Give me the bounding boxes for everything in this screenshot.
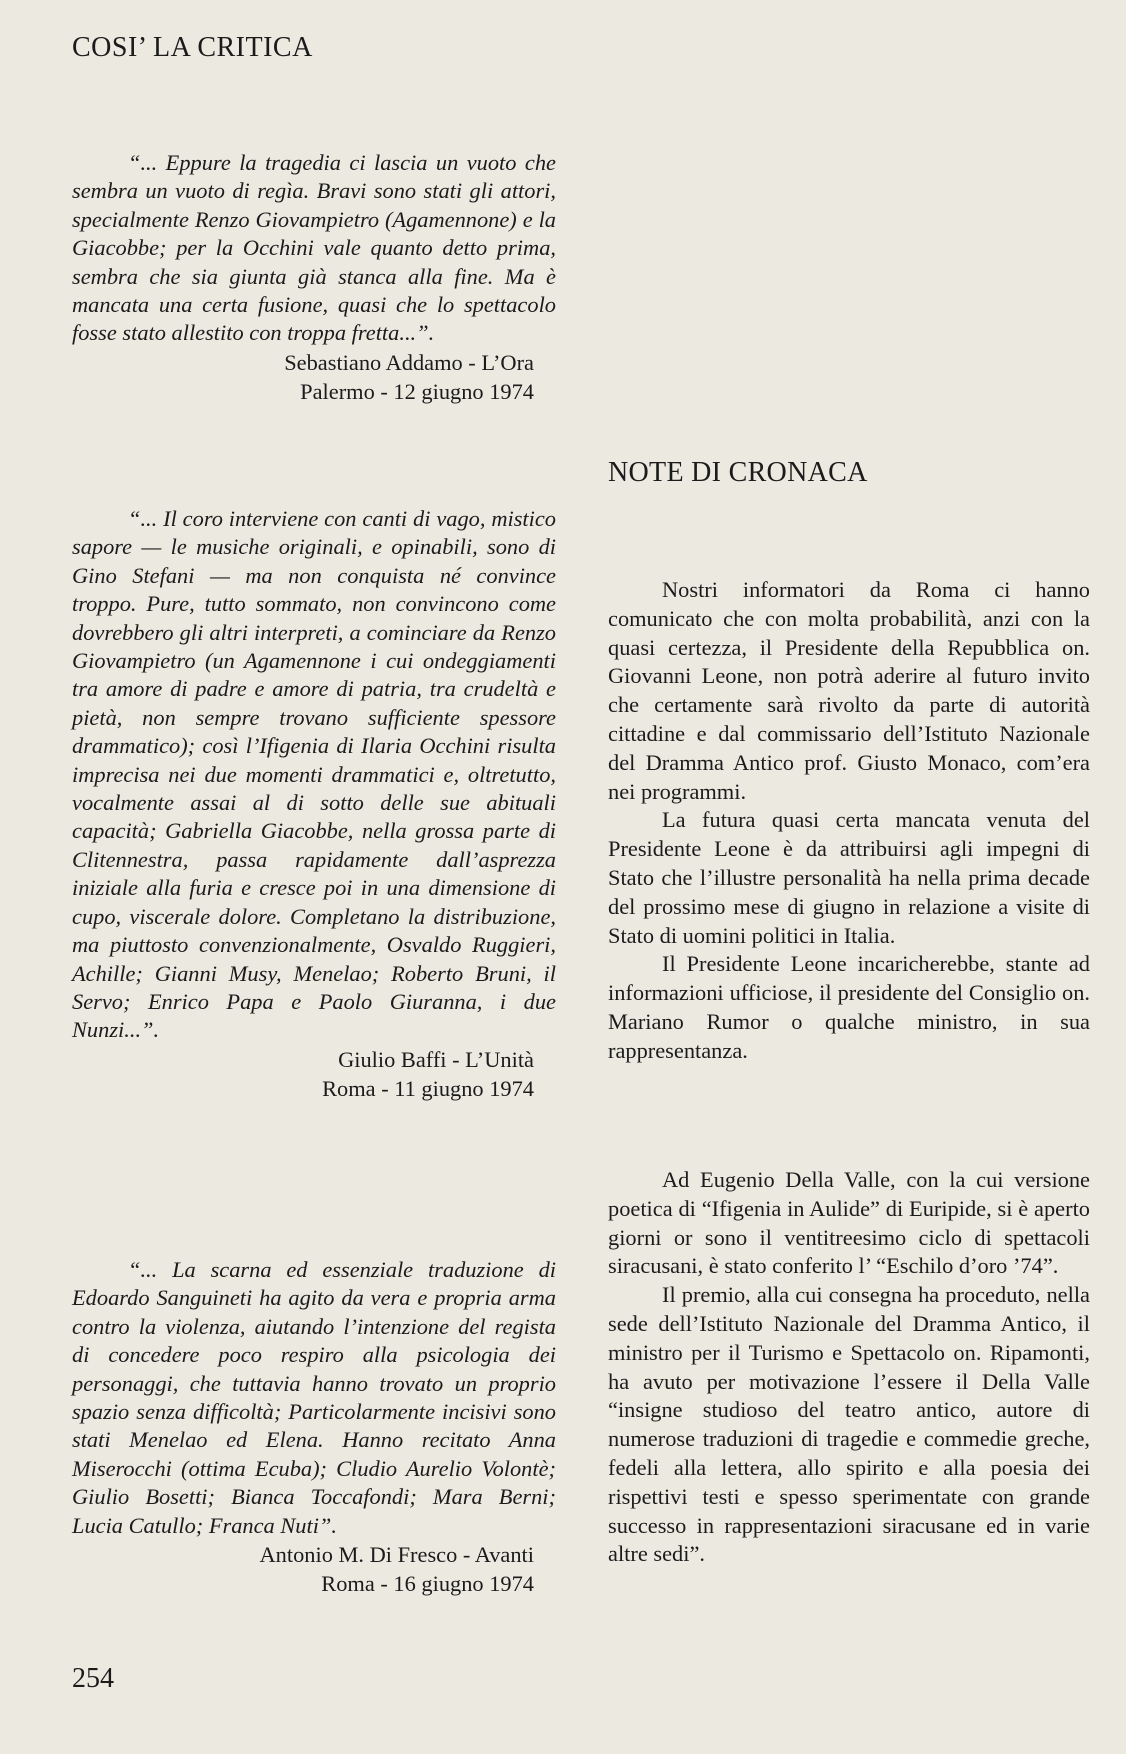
- news-block-award: [608, 1166, 1090, 1569]
- critic-quote-1: [72, 149, 556, 406]
- quote-author: Antonio M. Di Fresco - Avanti: [259, 1542, 534, 1568]
- news-paragraph: La futura quasi certa mancata venuta del Presidente Leone è da attribuirsi agli impegni di Stato che l’illustre personalità ha nella prima decade del prossimo mese di giugno in relazione a visite di Stato di uomini politici in Italia.: [608, 807, 1090, 948]
- quote-text: “... Il coro interviene con canti di vago, mistico sapore — le musiche originali, e opinabili, sono di Gino Stefani — ma non conquista né convince troppo. Pure, tutto sommato, non convincono come dovrebbero gli altri interpreti, a cominciare da Renzo Giovampietro (un Agamennone i cui ondeggiamenti tra amore di padre e amore di patria, tra crudeltà e pietà, non sempre trovano sufficiente spessore drammatico); così l’Ifigenia di Ilaria Occhini risulta imprecisa nei due momenti drammatici e, oltretutto, vocalmente assai al di sotto delle sue abituali capacità; Gabriella Giacobbe, nella grossa parte di Clitennestra, passa rapidamente dall’asprezza iniziale alla furia e cresce poi in una dimensione di cupo, viscerale dolore. Completano la distribuzione, ma piuttosto convenzionalmente, Osvaldo Ruggieri, Achille; Gianni Musy, Menelao; Roberto Bruni, il Servo; Enrico Papa e Paolo Giuranna, i due Nunzi...”.: [72, 506, 556, 1043]
- quote-author: Sebastiano Addamo - L’Ora: [284, 349, 534, 375]
- quote-attribution: [72, 1045, 556, 1103]
- news-paragraph: Nostri informatori da Roma ci hanno comunicato che con molta probabilità, anzi con la quasi certezza, il Presidente della Repubblica on. Giovanni Leone, non potrà aderire al futuro invito che certamente sarà rivolto da parte di autorità cittadine e dal commissario dell’Istituto Nazionale del Dramma Antico prof. Giusto Monaco, com’era nei programmi.: [608, 577, 1090, 804]
- news-block-leone: [608, 576, 1090, 1066]
- section-title: NOTE DI CRONACA: [608, 457, 868, 488]
- page-title: COSI’ LA CRITICA: [72, 32, 313, 63]
- quote-text: “... La scarna ed essenziale traduzione di Edoardo Sanguineti ha agito da vera e propria arma contro la violenza, aiutando l’intenzione del regista di concedere poco respiro alla psicologia dei personaggi, che tuttavia hanno trovato un proprio spazio senza difficoltà; Particolarmente incisivi sono stati Menelao ed Elena. Hanno recitato Anna Miserocchi (ottima Ecuba); Cludio Aurelio Volontè; Giulio Bosetti; Bianca Toccafondi; Mara Berni; Lucia Catullo; Franca Nuti”.: [72, 1257, 556, 1538]
- critic-quote-2: [72, 505, 556, 1103]
- quote-place-date: Palermo - 12 giugno 1974: [300, 378, 534, 404]
- quote-attribution: [72, 1540, 556, 1598]
- news-paragraph: Il premio, alla cui consegna ha proceduto, nella sede dell’Istituto Nazionale del Dramma Antico, il ministro per il Turismo e Spettacolo on. Ripamonti, ha avuto per motivazione l’essere il Della Valle “insigne studioso del teatro antico, autore di numerose traduzioni di tragedie e commedie greche, fedeli alla lettera, allo spirito e alla poesia dei rispettivi testi e spesso sperimentate con grande successo in rappresentazioni siracusane ed in varie altre sedi”.: [608, 1282, 1090, 1567]
- quote-text: “... Eppure la tragedia ci lascia un vuoto che sembra un vuoto di regìa. Bravi sono stati gli attori, specialmente Renzo Giovampietro (Agamennone) e la Giacobbe; per la Occhini vale quanto detto prima, sembra che sia giunta già stanca alla fine. Ma è mancata una certa fusione, quasi che lo spettacolo fosse stato allestito con troppa fretta...”.: [72, 150, 556, 346]
- quote-attribution: [72, 348, 556, 406]
- quote-place-date: Roma - 11 giugno 1974: [322, 1075, 534, 1101]
- page-number: 254: [72, 1663, 114, 1694]
- critic-quote-3: [72, 1256, 556, 1598]
- quote-author: Giulio Baffi - L’Unità: [338, 1046, 534, 1072]
- quote-place-date: Roma - 16 giugno 1974: [321, 1571, 534, 1597]
- news-paragraph: Ad Eugenio Della Valle, con la cui versione poetica di “Ifigenia in Aulide” di Euripide, si è aperto giorni or sono il ventitreesimo ciclo di spettacoli siracusani, è stato conferito l’ “Eschilo d’oro ’74”.: [608, 1167, 1090, 1279]
- news-paragraph: Il Presidente Leone incaricherebbe, stante ad informazioni ufficiose, il presidente del Consiglio on. Mariano Rumor o qualche ministro, in sua rappresentanza.: [608, 951, 1090, 1063]
